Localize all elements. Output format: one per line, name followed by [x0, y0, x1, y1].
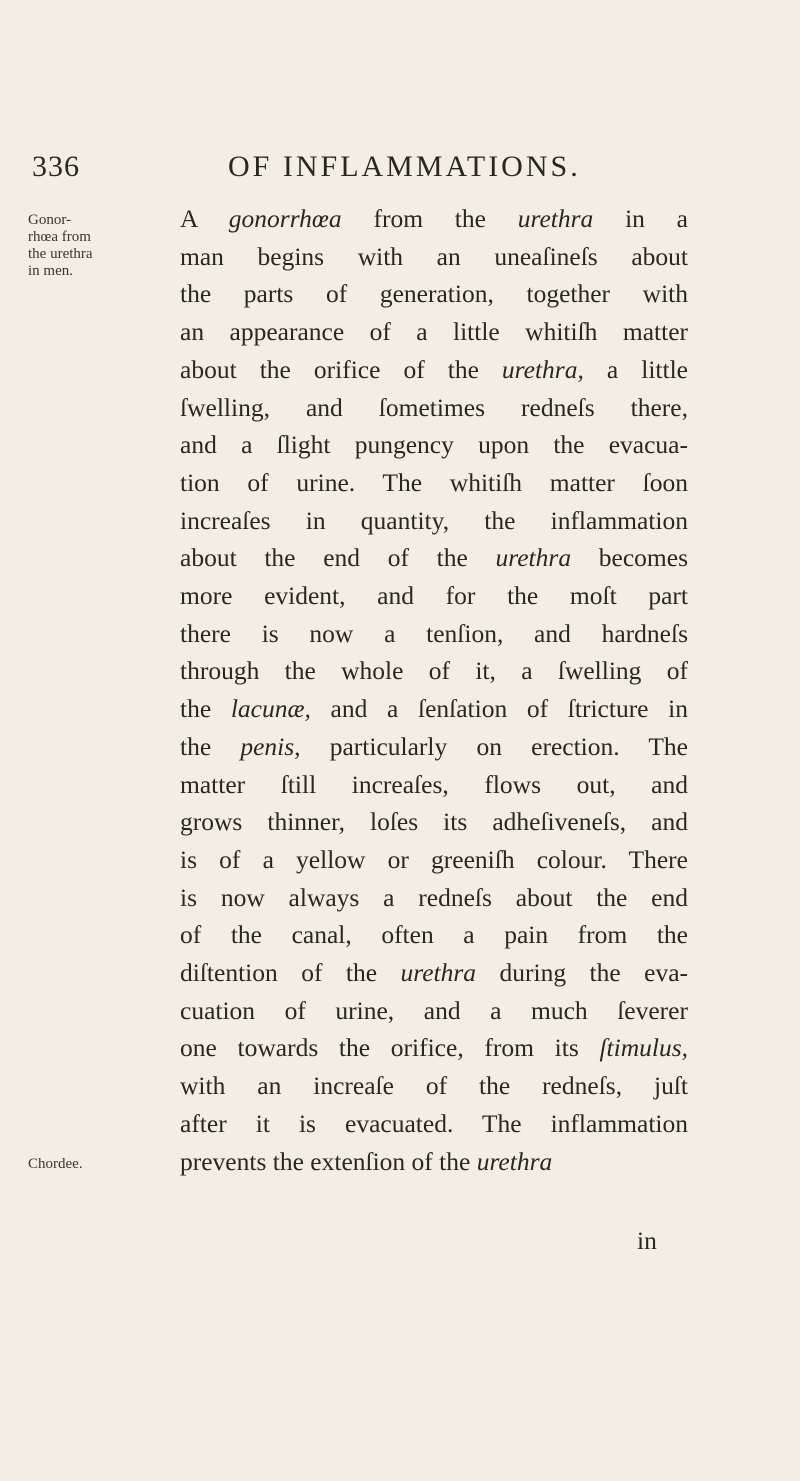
text-segment: diſtention of the: [180, 958, 401, 988]
text-segment: a little: [583, 354, 688, 384]
italic-term: ſtimulus,: [599, 1033, 688, 1063]
text-line: [180, 351, 688, 389]
margin-note-chordee: [28, 1156, 98, 1173]
text-line: [180, 1067, 688, 1105]
italic-term: urethra: [495, 543, 572, 573]
text-line: [180, 539, 688, 577]
text-segment: there is now a tenſion, and hardneſs: [180, 618, 688, 648]
text-line: [180, 200, 688, 238]
text-segment: with an increaſe of the redneſs, juſt: [180, 1071, 688, 1101]
text-segment: of the canal, often a pain from the: [180, 920, 688, 950]
margin-note-gonorrhoea: [28, 212, 98, 280]
text-segment: and a ſenſation of ſtricture in: [310, 694, 688, 724]
text-segment: about the orifice of the: [180, 354, 502, 384]
text-line: [180, 879, 688, 917]
text-line: [180, 275, 688, 313]
text-segment: more evident, and for the moſt part: [180, 581, 688, 611]
margin-note-line: rhœa from: [28, 229, 91, 245]
text-line: [180, 238, 688, 276]
text-line: [180, 690, 688, 728]
body-text: [180, 200, 688, 1180]
text-segment: is now always a redneſs about the end: [180, 882, 688, 912]
text-line: [180, 841, 688, 879]
margin-note-line: Gonor-: [28, 212, 72, 228]
text-line: [180, 1105, 688, 1143]
text-segment: an appearance of a little whitiſh matter: [180, 317, 688, 347]
margin-note-line: the urethra: [28, 246, 93, 262]
margin-note-line: in men.: [28, 263, 73, 279]
text-segment: ſwelling, and ſometimes redneſs there,: [180, 392, 688, 422]
text-segment: through the whole of it, a ſwelling of: [180, 656, 688, 686]
text-line: [180, 1143, 688, 1181]
text-line: [180, 313, 688, 351]
text-line: [180, 502, 688, 540]
margin-note-line: Chordee.: [28, 1156, 83, 1172]
italic-term: urethra: [517, 204, 594, 233]
text-line: [180, 954, 688, 992]
text-segment: after it is evacuated. The inflammation: [180, 1108, 688, 1138]
text-line: [180, 766, 688, 804]
text-segment: increaſes in quantity, the inflammation: [180, 505, 688, 535]
text-segment: prevents the extenſion of the: [180, 1146, 477, 1176]
italic-term: lacunæ,: [230, 694, 311, 724]
italic-term: gonorrhœa: [228, 204, 342, 233]
text-segment: matter ſtill increaſes, flows out, and: [180, 769, 688, 799]
text-segment: the parts of generation, together with: [180, 279, 688, 309]
text-segment: in a: [593, 204, 688, 233]
italic-term: urethra,: [501, 354, 584, 384]
catchword: in: [637, 1226, 657, 1255]
running-title: OF INFLAMMATIONS.: [228, 150, 581, 183]
text-segment: one towards the orifice, from its: [180, 1033, 600, 1063]
text-line: [180, 577, 688, 615]
text-segment: becomes: [571, 543, 688, 573]
text-line: [180, 1029, 688, 1067]
text-segment: and a ſlight pungency upon the evacua-: [180, 430, 688, 460]
text-segment: about the end of the: [180, 543, 496, 573]
italic-term: penis,: [240, 731, 301, 761]
text-segment: from the: [341, 204, 518, 233]
text-segment: the: [180, 694, 231, 724]
text-segment: grows thinner, loſes its adheſiveneſs, and: [180, 807, 688, 837]
text-segment: tion of urine. The whitiſh matter ſoon: [180, 467, 688, 497]
text-line: [180, 464, 688, 502]
text-segment: particularly on erection. The: [300, 731, 688, 761]
text-line: [180, 426, 688, 464]
text-line: [180, 728, 688, 766]
text-line: [180, 652, 688, 690]
text-segment: cuation of urine, and a much ſeverer: [180, 995, 688, 1025]
italic-term: urethra: [400, 958, 477, 988]
text-line: [180, 803, 688, 841]
text-segment: during the eva-: [476, 958, 688, 988]
text-segment: man begins with an uneaſineſs about: [180, 241, 688, 271]
text-line: [180, 992, 688, 1030]
text-line: [180, 916, 688, 954]
italic-term: urethra: [476, 1146, 553, 1176]
text-segment: is of a yellow or greeniſh colour. There: [180, 844, 688, 874]
text-segment: the: [180, 731, 241, 761]
page-number: 336: [32, 150, 80, 183]
text-segment: A: [180, 204, 229, 233]
text-line: [180, 389, 688, 427]
text-line: [180, 615, 688, 653]
